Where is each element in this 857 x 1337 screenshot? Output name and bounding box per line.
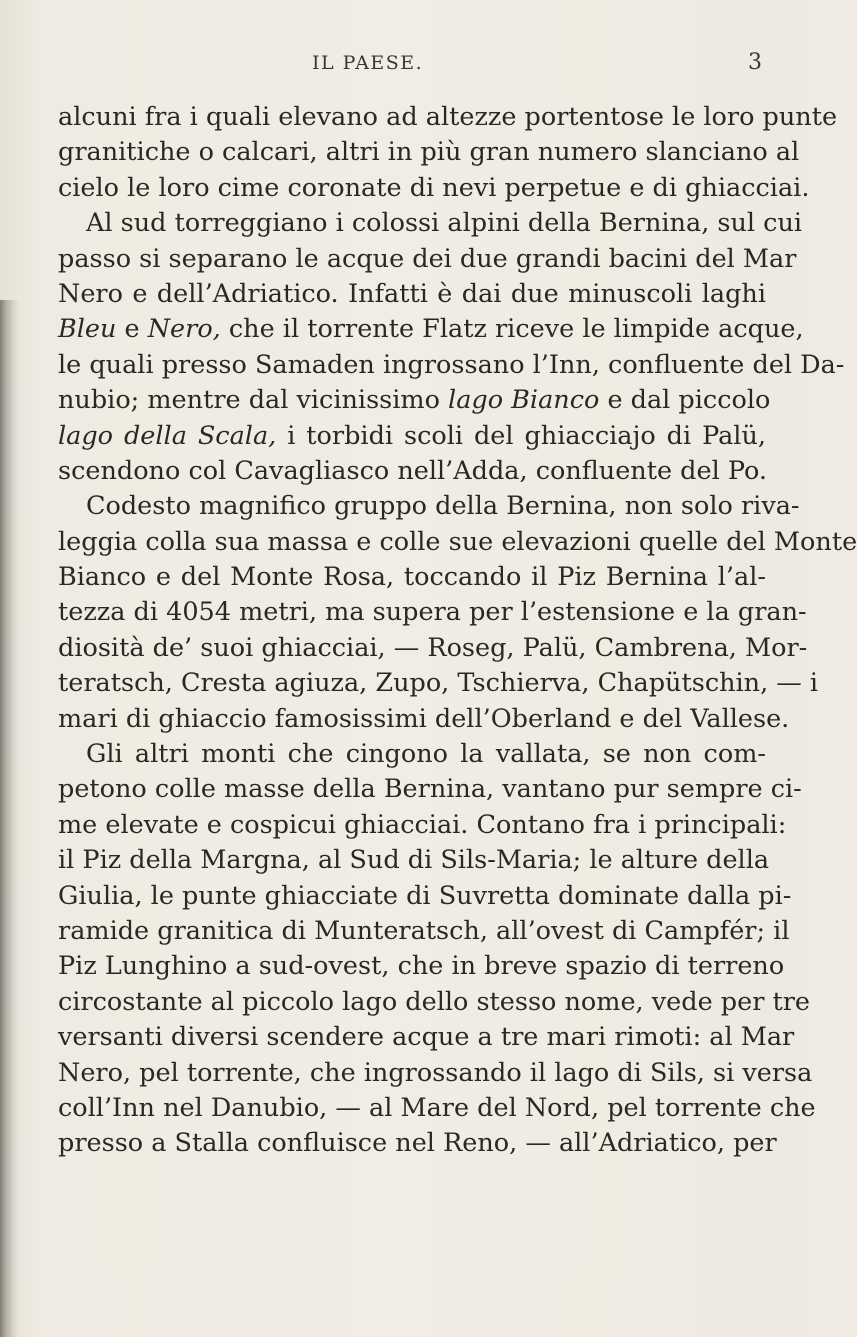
text-line: [58, 702, 790, 737]
text-run: Giulia, le punte ghiacciate di Suvretta dominate dalla pi-: [58, 880, 792, 911]
text-run: me elevate e cospicui ghiacciai. Contano fra i principali:: [58, 809, 787, 840]
running-title: IL PAESE.: [312, 52, 424, 74]
text-line: [58, 985, 811, 1020]
text-line: [58, 772, 802, 807]
text-run: Gli altri monti che cingono la vallata, se non com-: [86, 739, 766, 770]
text-run: alcuni fra i quali elevano ad altezze portentose le loro punte: [58, 102, 838, 132]
text-line: [58, 454, 766, 489]
text-run: che il torrente Flatz riceve le limpide acque,: [220, 314, 804, 345]
text-run: Al sud torreggiano i colossi alpini della Bernina, sul cui: [86, 208, 803, 239]
text-line: [58, 419, 766, 454]
text-line: [58, 312, 804, 347]
paragraph-start-line: [58, 206, 803, 241]
text-run: e: [116, 314, 148, 345]
text-line: [58, 843, 770, 878]
text-run: coll’Inn nel Danubio, — al Mare del Nord, pel torrente che: [58, 1092, 816, 1123]
text-line: [58, 171, 810, 206]
text-run: granitiche o calcari, altri in più gran numero slanciano al: [58, 137, 800, 168]
text-run: leggia colla sua massa e colle sue elevazioni quelle del Monte: [58, 526, 857, 557]
text-run: scendono col Cavagliasco nell’Adda, confluente del Po.: [58, 455, 767, 486]
text-line: [58, 135, 800, 170]
italic-place-name: Nero,: [147, 314, 221, 345]
text-line: [58, 242, 797, 277]
text-line: [58, 595, 807, 630]
text-run: Nero, pel torrente, che ingrossando il lago di Sils, si versa: [58, 1057, 813, 1088]
paragraph-start-line: [58, 737, 766, 772]
text-line: [58, 277, 766, 312]
text-run: cielo le loro cime coronate di nevi perpetue e di ghiacciai.: [58, 172, 810, 203]
italic-place-name: Bleu: [58, 314, 117, 345]
italic-place-name: lago Bianco: [448, 385, 600, 416]
text-line: [58, 348, 845, 383]
text-run: e dal piccolo: [599, 385, 771, 416]
italic-place-name: lago della Scala,: [58, 420, 277, 451]
text-run: il Piz della Margna, al Sud di Sils-Maria; le alture della: [58, 845, 770, 876]
text-line: [58, 525, 857, 560]
text-line: [58, 631, 808, 666]
text-line: [58, 949, 785, 984]
text-run: ramide granitica di Munteratsch, all’ovest di Campfér; il: [58, 915, 790, 946]
text-run: passo si separano le acque dei due grandi bacini del Mar: [58, 243, 797, 274]
text-line: [58, 100, 838, 135]
binding-shadow: [0, 300, 20, 1337]
text-line: [58, 1091, 816, 1126]
text-line: [58, 1056, 813, 1091]
running-head: [0, 52, 801, 82]
text-run: presso a Stalla confluisce nel Reno, — all’Adriatico, per: [58, 1128, 777, 1159]
text-run: petono colle masse della Bernina, vantano pur sempre ci-: [58, 774, 802, 805]
text-line: [58, 560, 766, 595]
text-line: [58, 808, 787, 843]
text-line: [58, 666, 819, 701]
text-run: nubio; mentre dal vicinissimo: [58, 385, 449, 416]
text-run: Piz Lunghino a sud-ovest, che in breve spazio di terreno: [58, 951, 785, 982]
page-number: 3: [748, 50, 762, 75]
text-run: diosità de’ suoi ghiacciai, — Roseg, Palü, Cambrena, Mor-: [58, 632, 808, 663]
text-line: [58, 914, 790, 949]
text-run: Nero e dell’Adriatico. Infatti è dai due minuscoli laghi: [58, 278, 766, 309]
body-text: [58, 100, 857, 1162]
text-run: Bianco e del Monte Rosa, toccando il Piz Bernina l’al-: [58, 562, 766, 593]
text-line: [58, 1020, 795, 1055]
text-run: versanti diversi scendere acque a tre mari rimoti: al Mar: [58, 1022, 795, 1053]
text-run: le quali presso Samaden ingrossano l’Inn, confluente del Da-: [58, 349, 845, 380]
text-line: [58, 1126, 777, 1161]
text-run: mari di ghiaccio famosissimi dell’Oberland e del Vallese.: [58, 703, 790, 734]
text-run: Codesto magnifico gruppo della Bernina, non solo riva-: [86, 491, 800, 522]
text-line: [58, 383, 771, 418]
text-run: tezza di 4054 metri, ma supera per l’estensione e la gran-: [58, 597, 807, 628]
paragraph-start-line: [58, 489, 800, 524]
text-line: [58, 879, 792, 914]
text-run: teratsch, Cresta agiuza, Zupo, Tschierva, Chapütschin, — i: [58, 668, 819, 699]
text-run: i torbidi scoli del ghiacciajo di Palü,: [276, 420, 766, 451]
text-run: circostante al piccolo lago dello stesso nome, vede per tre: [58, 986, 811, 1017]
